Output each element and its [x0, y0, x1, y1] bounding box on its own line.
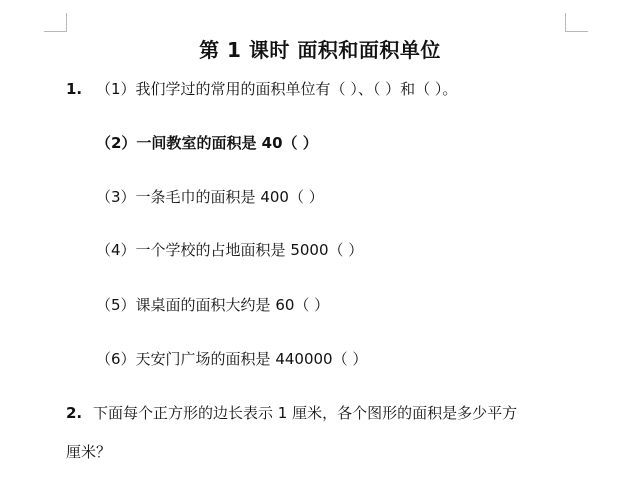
page-title: 第 1 课时 面积和面积单位: [199, 38, 441, 62]
question-1-item-1: （1）我们学过的常用的面积单位有（ ）、（ ）和（ ）。: [96, 80, 458, 98]
question-2-text-line-2: 厘米？: [66, 443, 112, 461]
question-1-item-5: （5）课桌面的面积大约是 60（ ）: [96, 296, 330, 314]
question-1-item-6: （6）天安门广场的面积是 440000（ ）: [96, 350, 368, 368]
question-1-item-3: （3）一条毛巾的面积是 400（ ）: [96, 188, 324, 206]
question-2-number: 2.: [66, 404, 83, 422]
question-1-item-4: （4）一个学校的占地面积是 5000（ ）: [96, 241, 364, 259]
crop-mark-top-right: [565, 13, 588, 32]
question-1-item-2: （2）一间教室的面积是 40（ ）: [96, 134, 318, 152]
crop-mark-top-left: [44, 13, 67, 32]
question-1-number: 1.: [66, 80, 83, 98]
question-2-text-line-1: 下面每个正方形的边长表示 1 厘米，各个图形的面积是多少平方: [93, 404, 518, 422]
